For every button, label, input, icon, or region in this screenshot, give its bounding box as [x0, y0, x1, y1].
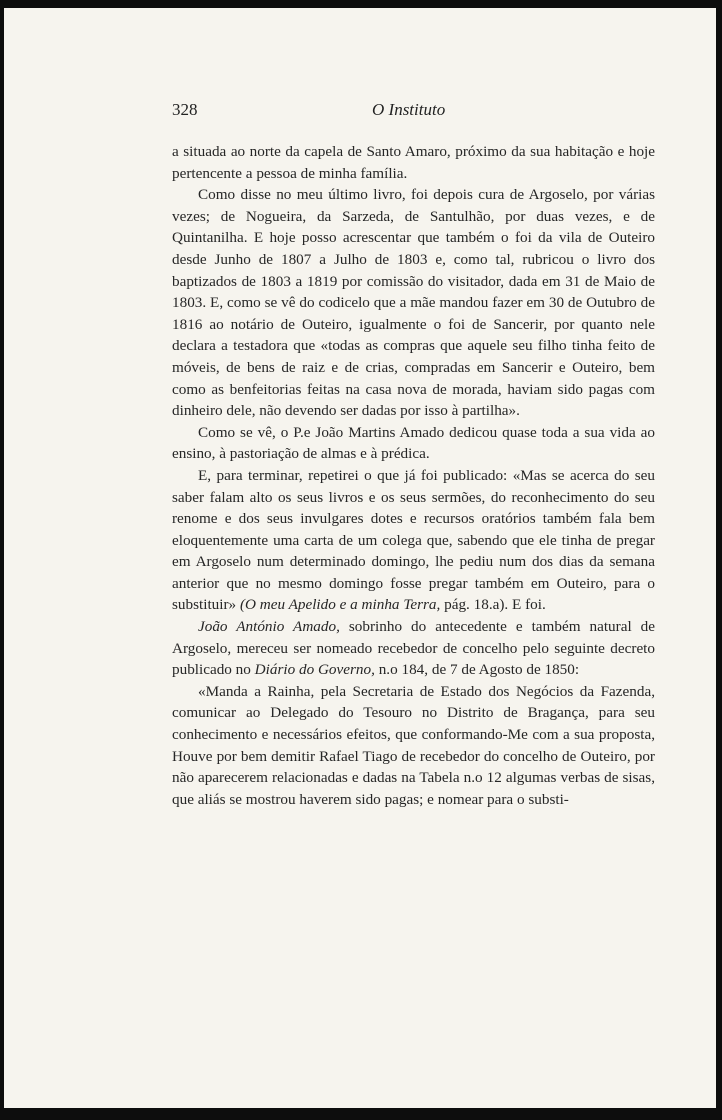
paragraph-4-end: pág. 18.a). E foi. [444, 596, 546, 614]
paragraph-3: Como se vê, o P.e João Martins Amado dedicou quase toda a sua vida ao ensino, à pastoriação de almas e à prédica. [172, 423, 655, 463]
paragraph-5-text: sobrinho do antecedente e também natural de Argoselo, mereceu ser nomeado recebedor de concelho pelo seguinte decreto publicado no [172, 618, 655, 679]
body-text [172, 141, 655, 810]
running-title: O Instituto [372, 100, 446, 119]
paragraph-4 [172, 465, 655, 616]
running-header [172, 100, 532, 124]
paragraph-2: Como disse no meu último livro, foi depois cura de Argoselo, por várias vezes; de Nogueira, da Sarzeda, de Santulhão, por duas vezes, e de Quintanilha. E hoje posso acrescentar que também o foi da vila de Outeiro desde Junho de 1807 a Julho de 1803 e, como tal, rubricou o livro dos baptizados de 1803 a 1819 por comissão do visitador, dada em 31 de Maio de 1803. E, como se vê do codicelo que a mãe mandou fazer em 30 de Outubro de 1816 ao notário de Outeiro, igualmente o foi de Sancerir, por quanto nele declara a testadora que «todas as compras que aquele seu filho tinha feito de móveis, de bens de raiz e de crias, compradas em Sancerir e Outeiro, bem como as benfeitorias feitas na casa nova de morada, haviam sido pagas com dinheiro dele, não devendo ser dadas por isso à partilha». [172, 186, 655, 420]
publication-title: Diário do Governo, [254, 661, 375, 679]
person-name: João António Amado, [198, 618, 340, 636]
cited-work-title: (O meu Apelido e a minha Terra, [239, 596, 441, 614]
page-number: 328 [172, 100, 198, 119]
paragraph-5 [172, 616, 655, 681]
paragraph-5-end: n.o 184, de 7 de Agosto de 1850: [378, 661, 580, 679]
paragraph-1: a situada ao norte da capela de Santo Amaro, próximo da sua habitação e hoje pertencente a pessoa de minha família. [172, 143, 655, 182]
paragraph-6: «Manda a Rainha, pela Secretaria de Estado dos Negócios da Fazenda, comunicar ao Delegado do Tesouro no Distrito de Bragança, para seu conhecimento e necessários efeitos, que conformando-Me com a sua proposta, Houve por bem demitir Rafael Tiago de recebedor do concelho de Outeiro, por não aparecerem relacionadas e dadas na Tabela n.o 12 algumas verbas de sisas, que aliás se mostrou haverem sido pagas; e nomear para o substi- [172, 682, 655, 808]
paragraph-4-text: E, para terminar, repetirei o que já foi publicado: «Mas se acerca do seu saber falam alto os seus livros e os seus sermões, do reconhecimento do seu renome e dos seus invulgares dotes e recursos oratórios também fala bem eloquentemente uma carta de um colega que, sabendo que ele tinha de pregar em Argoselo num determinado domingo, lhe pediu num dos dias da semana anterior que no mesmo domingo fosse pregar também em Outeiro, para o substituir» [172, 466, 655, 614]
